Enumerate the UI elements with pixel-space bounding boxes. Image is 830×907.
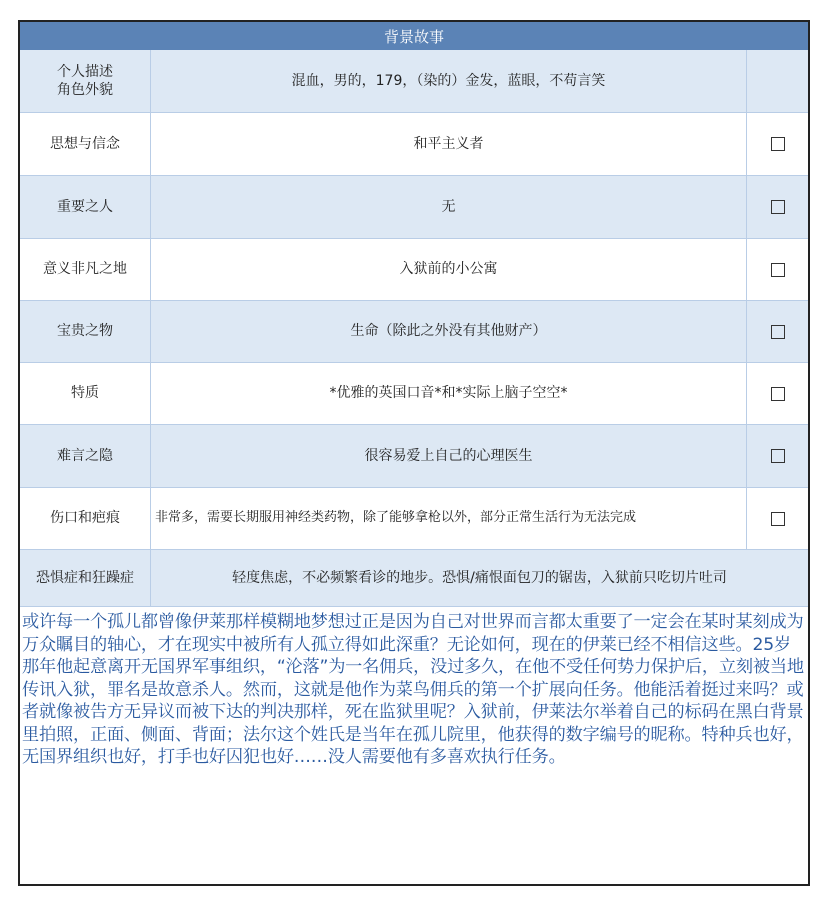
table-row — [20, 113, 808, 176]
checkbox[interactable] — [771, 200, 785, 214]
checkbox[interactable] — [771, 263, 785, 277]
row-value: *优雅的英国口音*和*实际上脑子空空* — [151, 363, 747, 424]
checkbox[interactable] — [771, 449, 785, 463]
row-value: 生命（除此之外没有其他财产） — [151, 301, 747, 362]
sheet-title: 背景故事 — [20, 22, 808, 50]
row-value: 轻度焦虑，不必频繁看诊的地步。恐惧/痛恨面包刀的锯齿，入狱前只吃切片吐司 — [232, 569, 727, 586]
table-row — [20, 301, 808, 363]
row-label: 思想与信念 — [20, 113, 151, 175]
row-label: 难言之隐 — [20, 425, 151, 487]
table-row — [20, 50, 808, 113]
row-label: 特质 — [20, 363, 151, 424]
row-value: 很容易爱上自己的心理医生 — [151, 425, 747, 487]
table-row — [20, 425, 808, 488]
row-check-cell — [747, 50, 808, 112]
row-check-cell — [747, 425, 808, 487]
row-value: 无 — [151, 176, 747, 238]
checkbox[interactable] — [771, 137, 785, 151]
checkbox[interactable] — [771, 387, 785, 401]
checkbox[interactable] — [771, 512, 785, 526]
table-row — [20, 176, 808, 239]
row-value: 和平主义者 — [151, 113, 747, 175]
row-label: 伤口和疤痕 — [20, 488, 151, 549]
table-row — [20, 488, 808, 550]
row-check-cell — [747, 176, 808, 238]
row-check-cell — [747, 301, 808, 362]
table-row — [20, 363, 808, 425]
table-row — [20, 550, 808, 607]
row-check-cell — [747, 239, 808, 300]
row-label: 意义非凡之地 — [20, 239, 151, 300]
table-row — [20, 239, 808, 301]
checkbox[interactable] — [771, 325, 785, 339]
row-label: 恐惧症和狂躁症 — [20, 550, 151, 606]
row-check-cell — [747, 113, 808, 175]
row-label: 个人描述 角色外貌 — [20, 50, 151, 112]
row-label: 重要之人 — [20, 176, 151, 238]
row-label: 宝贵之物 — [20, 301, 151, 362]
row-value: 非常多，需要长期服用神经类药物，除了能够拿枪以外，部分正常生活行为无法完成 — [151, 488, 747, 549]
row-value: 入狱前的小公寓 — [151, 239, 747, 300]
background-story-sheet — [18, 20, 810, 886]
story-text: 或许每一个孤儿都曾像伊莱那样模糊地梦想过正是因为自己对世界而言都太重要了一定会在某时某刻成为万众瞩目的轴心，才在现实中被所有人孤立得如此深重？无论如何，现在的伊莱已经不相信这些。25岁那年他起意离开无国界军事组织，“沦落”为一名佣兵，没过多久，在他不受任何势力保护后，立刻被当地传讯入狱，罪名是故意杀人。然而，这就是他作为菜鸟佣兵的第一个扩展向任务。他能活着挺过来吗？或者就像被告方无异议而被下达的判决那样，死在监狱里呢？入狱前，伊莱法尔举着自己的标码在黑白背景里拍照，正面、侧面、背面；法尔这个姓氏是当年在孤儿院里，他获得的数字编号的昵称。特种兵也好，无国界组织也好，打手也好囚犯也好……没人需要他有多喜欢执行任务。 — [22, 612, 804, 767]
row-check-cell — [747, 363, 808, 424]
row-value: 混血，男的，179，（染的）金发，蓝眼，不苟言笑 — [151, 50, 747, 112]
row-check-cell — [747, 488, 808, 549]
